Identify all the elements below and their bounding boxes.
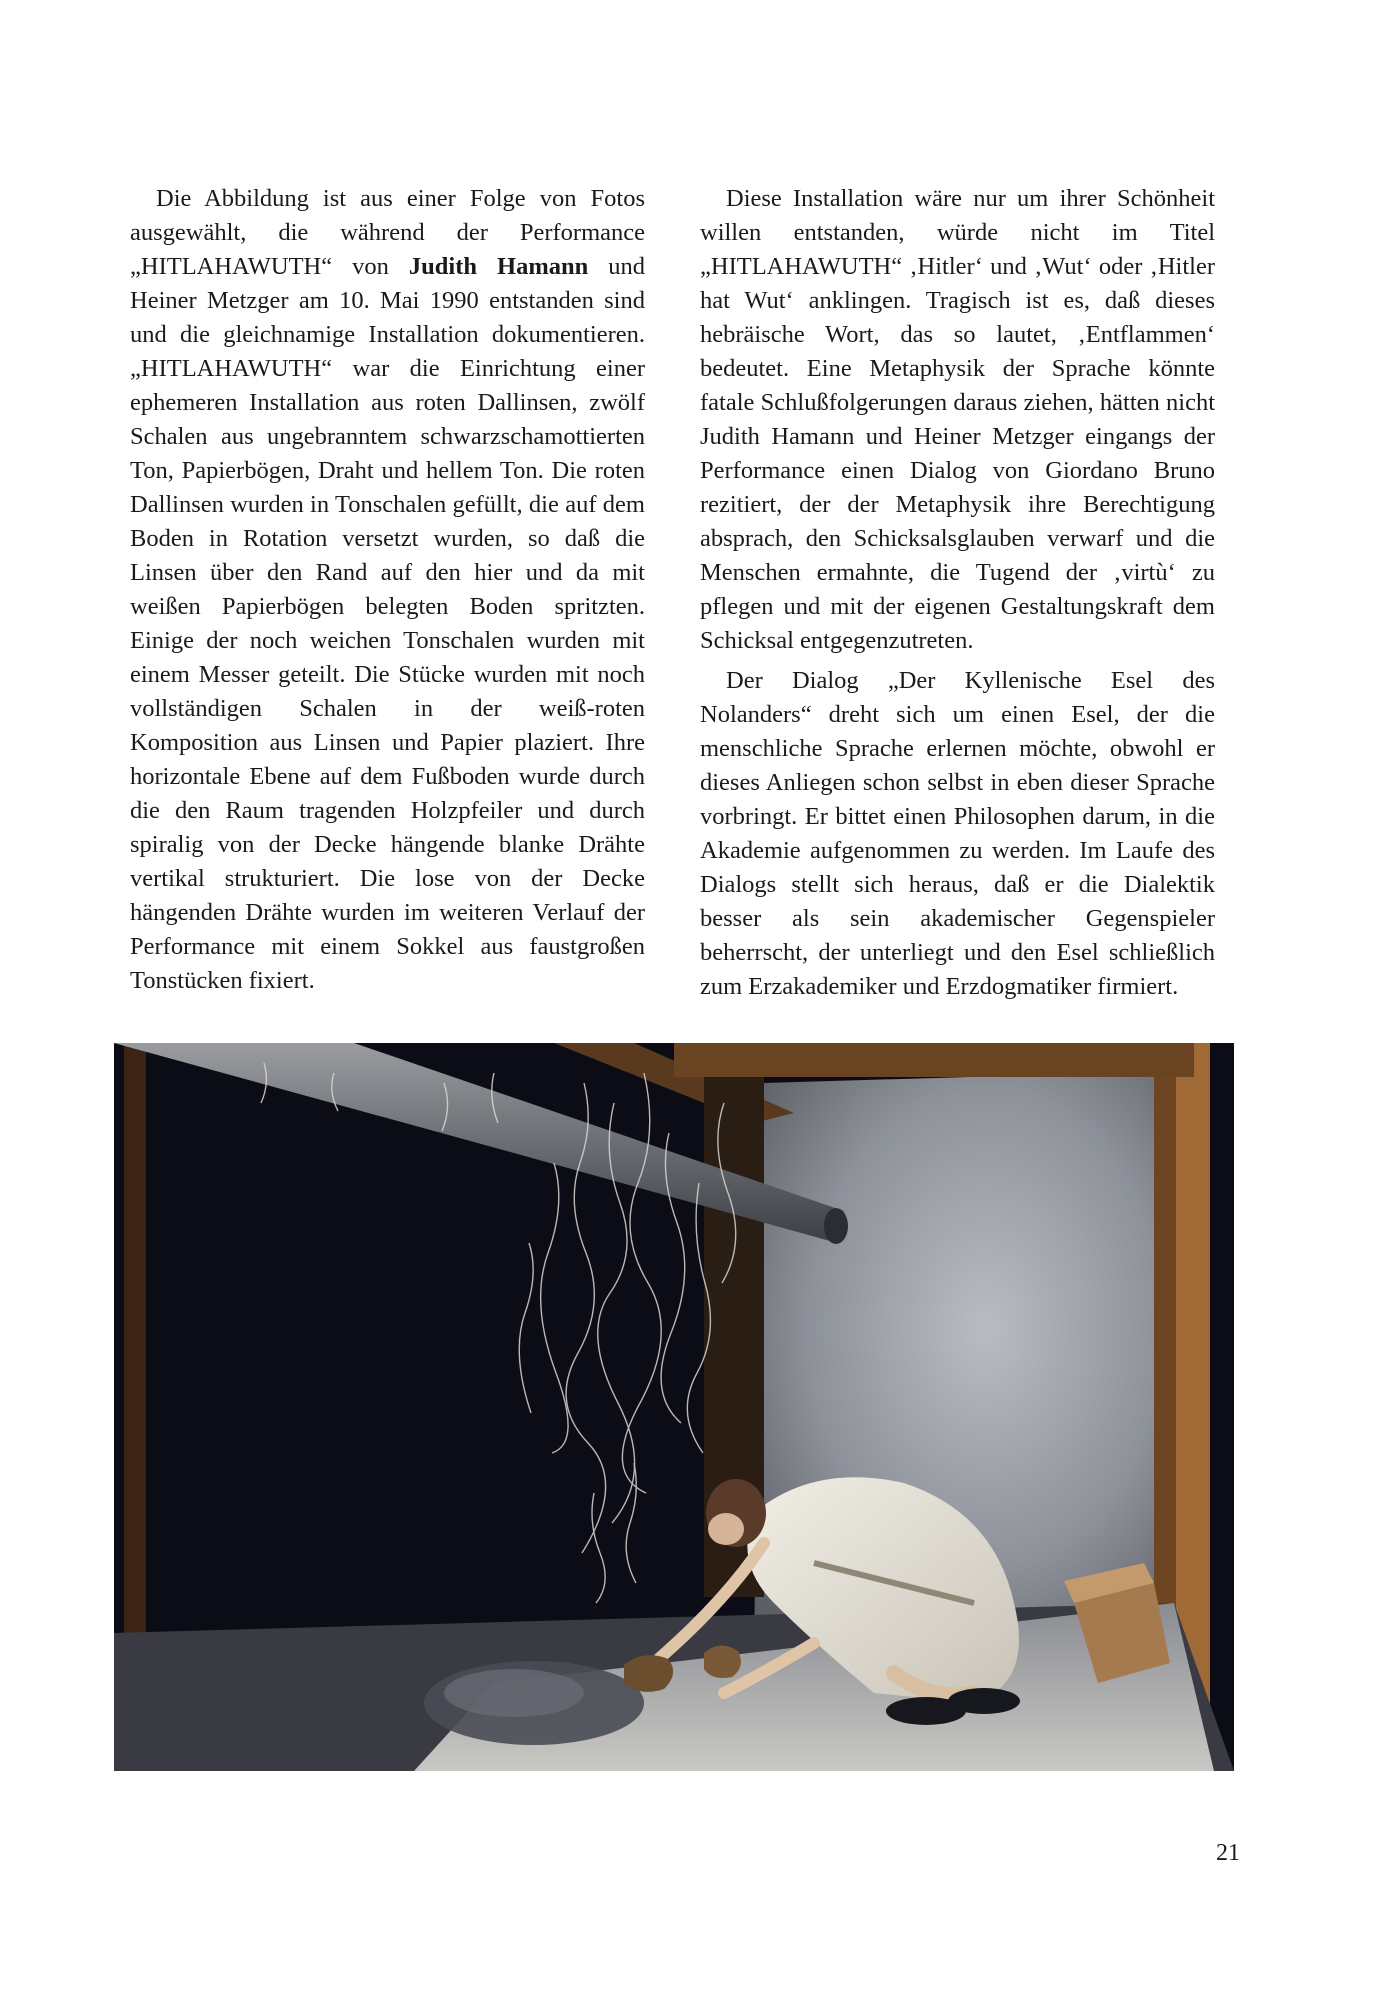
top-beam	[674, 1043, 1194, 1077]
shoe-right	[948, 1688, 1020, 1714]
left-paragraph-1-text-b: und Heiner Metzger am 10. Mai 1990 entstanden sind und die gleichnamige Installation dokumentieren. „HITLAHAWUTH“ war die Einrichtung einer ephemeren Installation aus roten Dallinsen, zwölf Schalen aus ungebranntem schwarzschamottierten Ton, Papierbögen, Draht und hellem Ton. Die roten Dallinsen wurden in Tonschalen gefüllt, die auf dem Boden in Rotation versetzt wurden, so daß die Linsen über den Rand auf den hier und da mit weißen Papierbögen belegten Boden spritzten. Einige der noch weichen Tonschalen wurden mit einem Messer geteilt. Die Stücke wurden mit noch vollständigen Schalen in der weiß-roten Komposition aus Linsen und Papier plaziert. Ihre horizontale Ebene auf dem Fußboden wurde durch die den Raum tragenden Holzpfeiler und durch spiralig von der Decke hängende blanke Drähte vertikal strukturiert. Die lose von der Decke hängenden Drähte wurden im weiteren Verlauf der Performance mit einem Sokkel aus faustgroßen Tonstücken fixiert.	[130, 253, 645, 994]
performance-photo	[114, 1043, 1234, 1771]
left-paragraph-1-text-a: Die Abbildung ist aus einer Folge von Fotos ausgewählt, die während der Performance „HITLAHAWUTH“ von	[130, 185, 645, 280]
plastic-heap-highlight	[444, 1669, 584, 1717]
left-text-column	[130, 182, 645, 998]
right-text-column	[700, 182, 1215, 1004]
performance-photo-illustration	[114, 1043, 1234, 1771]
clay-piece-2	[704, 1645, 741, 1678]
left-paragraph-1	[130, 182, 645, 998]
face	[708, 1513, 744, 1545]
right-wood-pillar-shadow	[1154, 1043, 1176, 1663]
clay-piece-1	[624, 1655, 673, 1692]
right-paragraph-1: Diese Installation wäre nur um ihrer Schönheit willen entstanden, würde nicht im Titel „HITLAHAWUTH“ ‚Hitler‘ und ‚Wut‘ oder ‚Hitler hat Wut‘ anklingen. Tragisch ist es, daß dieses hebräische Wort, das so lautet, ‚Entflammen‘ bedeutet. Eine Metaphysik der Sprache könnte fatale Schlußfolgerungen daraus ziehen, hätten nicht Judith Hamann und Heiner Metzger eingangs der Performance einen Dialog von Giordano Bruno rezitiert, der der Metaphysik ihre Berechtigung absprach, den Schicksalsglauben verwarf und die Menschen ermahnte, die Tugend der ‚virtù‘ zu pflegen und mit der eigenen Gestaltungskraft dem Schicksal entgegenzutreten.	[700, 185, 1215, 654]
artist-name-bold: Judith Hamann	[408, 253, 589, 280]
pipe-end	[824, 1208, 848, 1244]
page-number: 21	[1216, 1840, 1240, 1866]
right-paragraph-2: Der Dialog „Der Kyllenische Esel des Nolanders“ dreht sich um einen Esel, der die menschliche Sprache erlernen möchte, obwohl er dieses Anliegen schon selbst in eben dieser Sprache vorbringt. Er bittet einen Philosophen darum, in die Akademie aufgenommen zu werden. Im Laufe des Dialogs stellt sich heraus, daß er die Dialektik besser als sein akademischer Gegenspieler beherrscht, der unterliegt und den Esel schließlich zum Erzakademiker und Erzdogmatiker firmiert.	[700, 667, 1215, 1000]
